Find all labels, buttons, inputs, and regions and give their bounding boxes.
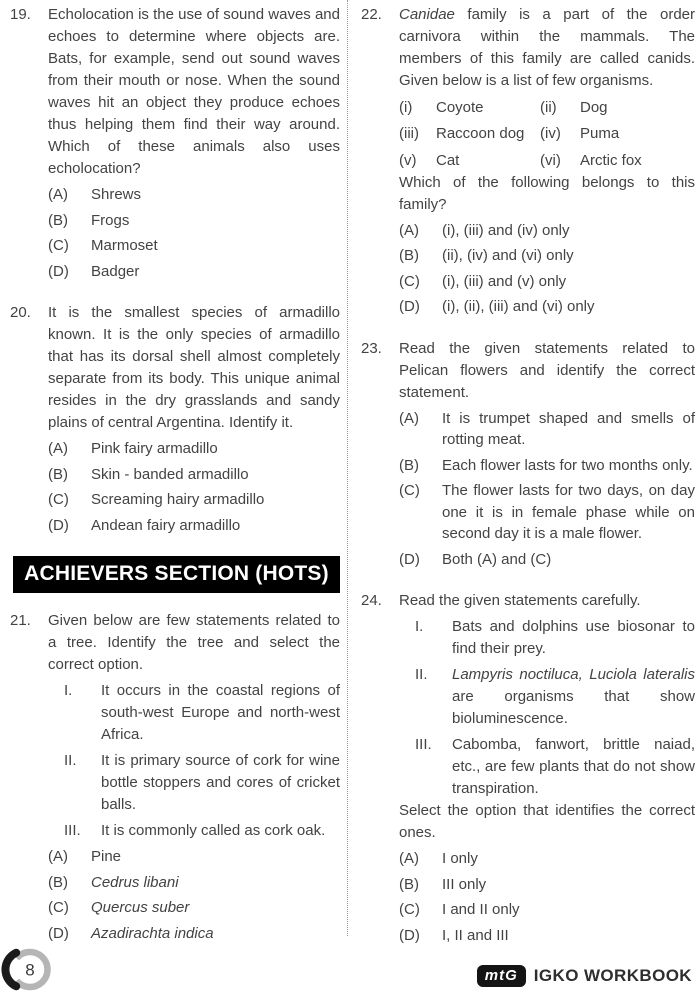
text: Badger xyxy=(91,262,140,280)
statement-label: II. xyxy=(415,666,428,683)
list-label: (ii) xyxy=(540,98,557,116)
option-B xyxy=(48,210,340,232)
italic-text: Cedrus libani xyxy=(91,873,179,891)
list-label: (vi) xyxy=(540,151,561,169)
text: (i), (iii) and (iv) only xyxy=(442,221,570,239)
option-text xyxy=(91,438,340,460)
option-text xyxy=(442,848,695,870)
question-number: 21. xyxy=(10,612,31,629)
option-text xyxy=(91,210,340,232)
text: Andean fairy armadillo xyxy=(91,516,241,534)
text: (i), (ii), (iii) and (vi) only xyxy=(442,298,595,315)
option-label: (C) xyxy=(48,899,69,916)
option-C xyxy=(48,235,340,257)
text: Screaming hairy armadillo xyxy=(91,491,265,508)
list-item: Raccoon dog xyxy=(436,125,525,142)
question-number: 24. xyxy=(361,592,382,609)
text: III only xyxy=(442,875,487,893)
question-23 xyxy=(361,338,695,571)
statement-label: I. xyxy=(64,682,73,699)
book-title: IGKO WORKBOOK xyxy=(533,966,692,985)
option-B xyxy=(48,872,340,894)
list-item: Dog xyxy=(580,98,608,116)
text: Which of the following belongs to this family? xyxy=(399,173,695,213)
option-text xyxy=(442,408,695,451)
text: I only xyxy=(442,850,478,867)
list-item: Coyote xyxy=(436,98,484,116)
statement-text xyxy=(452,664,695,730)
text: It is trumpet shaped and smells of rotting meat. xyxy=(442,409,695,448)
organism-list-row xyxy=(399,150,695,172)
text: Each flower lasts for two months only. xyxy=(442,456,693,474)
text: are organisms that show bioluminescence. xyxy=(452,688,695,727)
statement-label: I. xyxy=(415,618,424,635)
option-label: (D) xyxy=(399,298,420,315)
badge-crescent-black xyxy=(5,953,16,987)
option-text xyxy=(91,515,340,537)
option-text xyxy=(442,549,695,571)
option-A xyxy=(48,438,340,460)
option-text xyxy=(442,455,695,477)
option-B xyxy=(399,874,695,896)
italic-text: Canidae xyxy=(399,6,455,23)
question-text xyxy=(399,338,695,404)
question-body xyxy=(48,302,340,536)
statement-II xyxy=(399,664,695,730)
italic-text: Azadirachta indica xyxy=(91,924,214,942)
mtg-logo: mtG xyxy=(477,965,526,987)
option-text xyxy=(91,261,340,283)
statement-text xyxy=(101,750,340,816)
option-label: (A) xyxy=(48,440,68,457)
option-D xyxy=(48,515,340,537)
left-column xyxy=(0,0,347,964)
option-text xyxy=(442,480,695,545)
text: Given below are few statements related to a tree. Identify the tree and select the correct option. xyxy=(48,612,340,673)
option-label: (A) xyxy=(399,409,419,427)
list-label: (iii) xyxy=(399,125,419,142)
text: I, II and III xyxy=(442,926,509,944)
option-C xyxy=(399,480,695,545)
option-label: (D) xyxy=(399,926,420,944)
list-label: (i) xyxy=(399,98,413,116)
question-text xyxy=(48,4,340,180)
publisher-brand xyxy=(477,965,692,987)
option-label: (B) xyxy=(399,247,419,264)
option-label: (A) xyxy=(399,221,419,239)
option-text xyxy=(442,245,695,267)
text: Pine xyxy=(91,848,122,865)
question-body xyxy=(399,4,695,318)
option-A xyxy=(48,184,340,206)
option-label: (D) xyxy=(48,516,69,534)
option-label: (C) xyxy=(399,272,420,290)
question-21 xyxy=(10,610,340,944)
text: Frogs xyxy=(91,211,130,229)
page-number-badge xyxy=(1,944,53,996)
option-B xyxy=(399,455,695,477)
question-text xyxy=(399,800,695,844)
list-item: Puma xyxy=(580,125,620,142)
option-label: (C) xyxy=(399,482,420,499)
statement-label: III. xyxy=(64,822,81,839)
text: (i), (iii) and (v) only xyxy=(442,272,567,290)
text: family is a part of the order carnivora within the mammals. The members of this family are called canids. Given below is a list of few organisms. xyxy=(399,6,695,89)
option-text xyxy=(91,464,340,486)
page-footer xyxy=(0,940,698,1000)
question-text xyxy=(399,172,695,216)
option-label: (B) xyxy=(399,875,419,893)
statement-III xyxy=(399,734,695,800)
statement-II xyxy=(48,750,340,816)
text: Read the given statements carefully. xyxy=(399,592,641,609)
right-column xyxy=(348,0,698,966)
option-text xyxy=(442,271,695,293)
list-item: Cat xyxy=(436,151,460,169)
text: I and II only xyxy=(442,901,520,918)
option-D xyxy=(399,549,695,571)
page-number: 8 xyxy=(25,960,35,980)
text: It is commonly called as cork oak. xyxy=(101,822,326,839)
option-A xyxy=(399,848,695,870)
text: Skin - banded armadillo xyxy=(91,465,249,483)
list-label: (iv) xyxy=(540,125,561,142)
italic-text: Quercus suber xyxy=(91,899,190,916)
option-C xyxy=(399,899,695,921)
question-text xyxy=(48,610,340,676)
italic-text: Lampyris noctiluca, Luciola lateralis xyxy=(452,666,695,683)
question-22 xyxy=(361,4,695,318)
statement-text xyxy=(101,680,340,746)
text: (ii), (iv) and (vi) only xyxy=(442,247,574,264)
text: Cabomba, fanwort, brittle naiad, etc., are few plants that do not show transpiration. xyxy=(452,736,695,797)
list-label: (v) xyxy=(399,151,417,169)
option-label: (D) xyxy=(48,262,69,280)
question-24 xyxy=(361,590,695,946)
achievers-section-header: ACHIEVERS SECTION (HOTS) xyxy=(13,556,340,593)
statement-III xyxy=(48,820,340,842)
statement-text xyxy=(101,820,340,842)
option-label: (D) xyxy=(48,924,69,942)
question-body xyxy=(48,610,340,944)
statement-text xyxy=(452,616,695,660)
organism-list-row xyxy=(399,97,695,119)
option-A xyxy=(399,220,695,242)
option-label: (A) xyxy=(399,850,419,867)
question-text xyxy=(399,4,695,92)
option-B xyxy=(399,245,695,267)
option-C xyxy=(48,897,340,919)
option-label: (A) xyxy=(48,186,68,203)
option-C xyxy=(48,489,340,511)
question-number: 20. xyxy=(10,304,31,321)
question-number: 23. xyxy=(361,339,382,357)
text: Shrews xyxy=(91,186,142,203)
option-text xyxy=(91,235,340,257)
text: It is the smallest species of armadillo known. It is the only species of armadillo that has its dorsal shell almost completely separate from its body. This unique animal resides in the dry grasslands and sandy plains of central Argentina. Identify it. xyxy=(48,304,340,431)
text: Both (A) and (C) xyxy=(442,550,552,568)
option-text xyxy=(442,296,695,318)
text: The flower lasts for two days, on day one it is in female phase while on second day it is a male flower. xyxy=(442,482,695,542)
option-text xyxy=(442,874,695,896)
option-label: (B) xyxy=(48,465,68,483)
statement-text xyxy=(452,734,695,800)
question-body xyxy=(48,4,340,282)
question-text xyxy=(399,590,695,612)
text: Pink fairy armadillo xyxy=(91,440,218,457)
question-body xyxy=(399,338,695,571)
question-number: 19. xyxy=(10,6,31,23)
text: Marmoset xyxy=(91,237,158,254)
option-text xyxy=(442,899,695,921)
list-item: Arctic fox xyxy=(580,151,642,169)
statement-label: II. xyxy=(64,752,77,769)
option-text xyxy=(91,489,340,511)
question-number: 22. xyxy=(361,6,382,23)
option-text xyxy=(91,846,340,868)
text: Read the given statements related to Pelican flowers and identify the correct statement. xyxy=(399,339,695,401)
organism-list-row xyxy=(399,123,695,145)
option-B xyxy=(48,464,340,486)
option-text xyxy=(442,220,695,242)
question-20 xyxy=(10,302,340,536)
option-label: (A) xyxy=(48,848,68,865)
option-label: (C) xyxy=(399,901,420,918)
option-label: (D) xyxy=(399,550,420,568)
option-label: (B) xyxy=(399,456,419,474)
option-label: (B) xyxy=(48,873,68,891)
option-A xyxy=(399,408,695,451)
option-label: (B) xyxy=(48,211,68,229)
option-C xyxy=(399,271,695,293)
option-label: (C) xyxy=(48,491,69,508)
option-text xyxy=(91,872,340,894)
option-text xyxy=(91,897,340,919)
option-label: (C) xyxy=(48,237,69,254)
question-19 xyxy=(10,4,340,282)
question-text xyxy=(48,302,340,434)
text: Select the option that identifies the correct ones. xyxy=(399,802,695,841)
option-D xyxy=(399,296,695,318)
statement-I xyxy=(48,680,340,746)
option-A xyxy=(48,846,340,868)
statement-label: III. xyxy=(415,736,432,753)
question-body xyxy=(399,590,695,946)
text: It occurs in the coastal regions of south-west Europe and north-west Africa. xyxy=(101,682,340,743)
statement-I xyxy=(399,616,695,660)
option-text xyxy=(91,184,340,206)
text: Bats and dolphins use biosonar to find their prey. xyxy=(452,618,695,657)
text: Echolocation is the use of sound waves and echoes to determine where objects are. Bats, for example, send out sound waves from their mouth or nose. When the sound waves hit an object they produce echoes thus helping them find their way around. Which of these animals also uses echolocation? xyxy=(48,6,340,177)
option-D xyxy=(48,261,340,283)
text: It is primary source of cork for wine bottle stoppers and cores of cricket balls. xyxy=(101,752,340,813)
